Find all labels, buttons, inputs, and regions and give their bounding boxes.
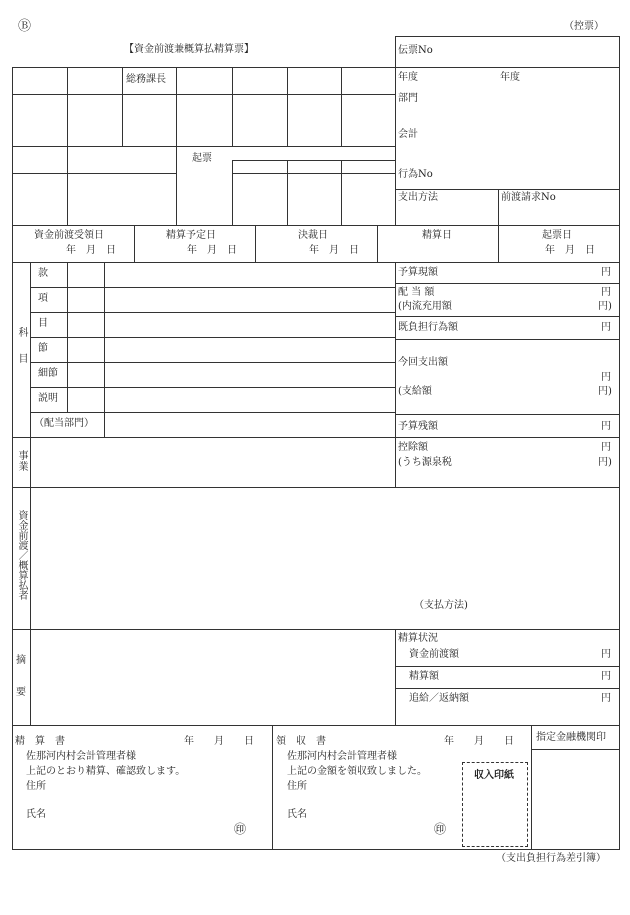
receipt-seal-icon: ㊞	[434, 822, 447, 836]
subject-item-setsumei: 説明	[38, 393, 58, 404]
department-label: 部門	[398, 93, 418, 104]
settlement-status-label: 精算状況	[398, 633, 438, 644]
settlement-doc-address: 住所	[26, 781, 46, 792]
current-budget-label: 予算現額	[398, 267, 438, 278]
advance-request-no-label: 前渡請求No	[501, 192, 556, 203]
summary-label-bottom: 要	[16, 687, 26, 698]
subject-item-kou: 項	[38, 293, 48, 304]
fiscal-year-label: 年度	[398, 72, 418, 83]
bank-seal-label: 指定金融機関印	[536, 732, 606, 743]
summary-label-top: 摘	[16, 655, 26, 666]
payment-method-label: 支出方法	[398, 192, 438, 203]
approval-date-ymd: 年 月 日	[309, 245, 359, 256]
subject-item-moku: 目	[38, 318, 48, 329]
committed-label: 既負担行為額	[398, 322, 458, 333]
advance-amount-yen: 円	[601, 649, 611, 660]
general-affairs-chief-label: 総務課長	[126, 74, 166, 85]
advance-received-date-label: 資金前渡受領日	[34, 230, 104, 241]
payee-payment-method: （支払方法)	[414, 600, 468, 611]
settlement-doc-text: 上記のとおり精算、確認致します。	[26, 766, 186, 777]
deduction-label: 控除額	[398, 442, 428, 453]
advance-amount-label: 資金前渡額	[409, 649, 459, 660]
paid-amount-yen: 円)	[598, 386, 612, 397]
settlement-plan-date-label: 精算予定日	[166, 230, 216, 241]
receipt-text: 上記の金額を領収致しました。	[287, 766, 427, 777]
refund-label: 追給／返納額	[409, 693, 469, 704]
settlement-doc-seal-icon: ㊞	[234, 822, 247, 836]
allotment-dept-label: （配当部門）	[34, 418, 94, 429]
settlement-amount-label: 精算額	[409, 671, 439, 682]
subject-vertical-label: 科目	[16, 327, 27, 379]
form-title: 【資金前渡兼概算払精算票】	[124, 44, 254, 55]
circle-mark: Ⓑ	[18, 19, 32, 34]
this-payment-yen: 円	[601, 372, 611, 383]
fiscal-year-label-2: 年度	[500, 72, 520, 83]
subject-item-saisetsu: 細節	[38, 368, 58, 379]
remaining-yen: 円	[601, 421, 611, 432]
settlement-doc-name: 氏名	[26, 809, 46, 820]
settlement-doc-date: 年 月 日	[184, 736, 254, 747]
payee-vertical-label: 資金前渡／概算払者	[16, 510, 27, 600]
inner-allotment-label: (内流充用額	[398, 301, 452, 312]
withholding-yen: 円)	[598, 457, 612, 468]
footer-note: （支出負担行為差引簿）	[496, 853, 606, 864]
allotment-label: 配 当 額	[398, 287, 435, 298]
draft-date-label: 起票日	[542, 230, 572, 241]
advance-received-date-ymd: 年 月 日	[66, 245, 116, 256]
settlement-date-label: 精算日	[422, 230, 452, 241]
inner-allotment-yen: 円)	[598, 301, 612, 312]
deduction-yen: 円	[601, 442, 611, 453]
subject-item-kan: 款	[38, 268, 48, 279]
committed-yen: 円	[601, 322, 611, 333]
receipt-name: 氏名	[287, 809, 307, 820]
allotment-yen: 円	[601, 287, 611, 298]
receipt-address: 住所	[287, 781, 307, 792]
draft-label: 起票	[192, 153, 212, 164]
receipt-addressee: 佐那河内村会計管理者様	[287, 751, 397, 762]
act-no-label: 行為No	[398, 169, 433, 180]
revenue-stamp-box	[462, 762, 528, 847]
this-payment-label: 今回支出額	[398, 357, 448, 368]
settlement-doc-title: 精 算 書	[15, 736, 65, 747]
paid-amount-label: (支給額	[398, 386, 432, 397]
slip-no-label: 伝票No	[398, 45, 433, 56]
receipt-date: 年 月 日	[444, 736, 514, 747]
revenue-stamp-label: 収入印紙	[474, 770, 514, 781]
receipt-title: 領 収 書	[276, 736, 326, 747]
remaining-label: 予算残額	[398, 421, 438, 432]
refund-yen: 円	[601, 693, 611, 704]
account-label: 会計	[398, 129, 418, 140]
current-budget-yen: 円	[601, 267, 611, 278]
copy-label: （控票）	[564, 21, 604, 32]
subject-item-setsu: 節	[38, 343, 48, 354]
settlement-plan-date-ymd: 年 月 日	[187, 245, 237, 256]
project-vertical-label: 事業	[16, 450, 27, 472]
approval-date-label: 決裁日	[298, 230, 328, 241]
withholding-label: (うち源泉税	[398, 457, 452, 468]
draft-date-ymd: 年 月 日	[545, 245, 595, 256]
settlement-doc-addressee: 佐那河内村会計管理者様	[26, 751, 136, 762]
settlement-amount-yen: 円	[601, 671, 611, 682]
